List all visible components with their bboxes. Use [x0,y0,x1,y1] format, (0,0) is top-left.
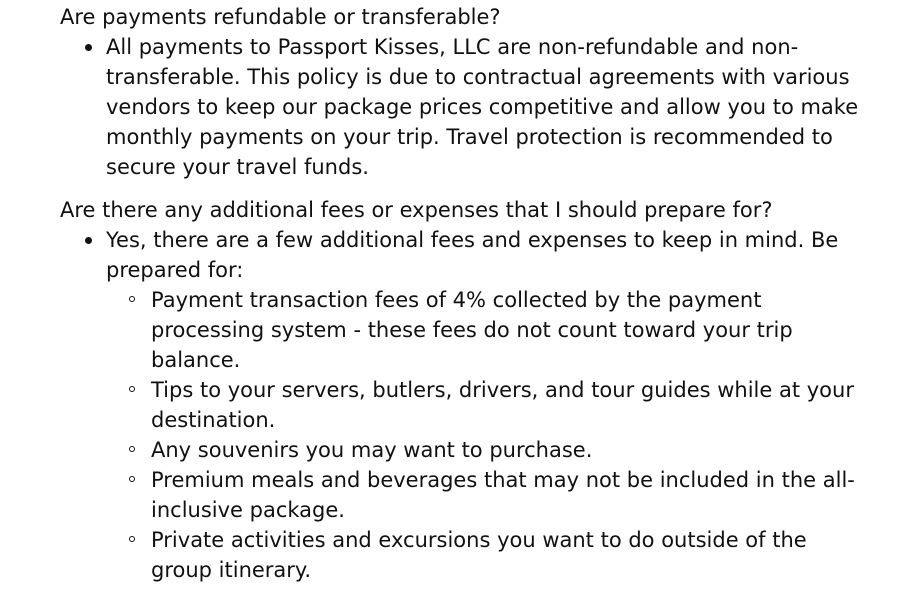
faq-answer-refunds: All payments to Passport Kisses, LLC are non-refundable and non-transferable. This policy is due to contractual agreements with various vendors to keep our package prices competitive and allow you to make monthly payments on your trip. Travel protection is recommended to secure your travel funds. [106,32,870,182]
expense-item-private-activities: Private activities and excursions you want to do outside of the group itinerary. [151,525,870,585]
faq-question-additional-fees: Are there any additional fees or expenses that I should prepare for? [60,198,773,222]
expense-item-souvenirs: Any souvenirs you may want to purchase. [151,435,870,465]
faq-answer-list-additional-fees [60,225,870,585]
faq-answer-additional-fees-text: Yes, there are a few additional fees and expenses to keep in mind. Be prepared for: [106,228,839,282]
expense-item-premium-meals: Premium meals and beverages that may not be included in the all-inclusive package. [151,465,870,525]
expense-item-tips: Tips to your servers, butlers, drivers, and tour guides while at your destination. [151,375,870,435]
faq-answer-additional-fees [106,225,870,585]
section-spacer [60,182,870,195]
expense-item-transaction-fees: Payment transaction fees of 4% collected by the payment processing system - these fees do not count toward your trip balance. [151,285,870,375]
faq-question-refunds: Are payments refundable or transferable? [60,5,501,29]
faq-section [60,2,870,585]
faq-answer-list-refunds [60,32,870,182]
expense-list [106,285,870,585]
